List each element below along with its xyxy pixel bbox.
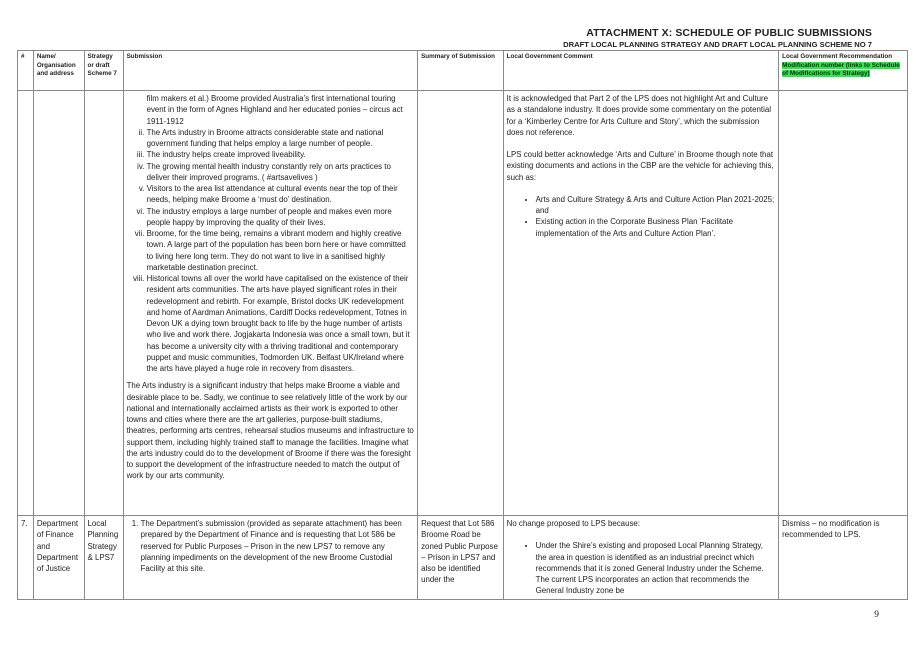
col-header-summary: Summary of Submission xyxy=(418,51,504,91)
cell-number: 7. xyxy=(18,516,34,600)
cell-strategy: Local Planning Strategy & LPS7 xyxy=(84,516,123,600)
modification-number-highlight: Modification number (links to Schedule of Modifications for Strategy) xyxy=(782,61,900,78)
submission-continuation: film makers et al.) Broome provided Australia’s first international touring event in the form of Agnes Highland and her educated ponies – circus act 1911-1912 xyxy=(146,94,403,126)
col-header-lg-comment: Local Government Comment xyxy=(503,51,779,91)
cell-strategy xyxy=(84,91,123,516)
list-item: v. Visitors to the area list attendance at cultural events near the top of their needs, helping make Broome a ‘must do’ destination. xyxy=(147,183,415,206)
document-title: ATTACHMENT X: SCHEDULE OF PUBLIC SUBMISSIONS xyxy=(586,27,872,39)
submission-numbered-list xyxy=(127,518,415,574)
list-item: 1. The Department’s submission (provided as separate attachment) has been prepared by the Department of Finance and is requesting that Lot 586 be reserved for Public Purposes – Prison in the new LPS7 to remove any planning impediments on the development of the new Broome Custodial Facility at this site. xyxy=(141,518,415,574)
page-number: 9 xyxy=(874,610,879,620)
col-header-lg-recommendation xyxy=(779,51,908,91)
cell-submission xyxy=(123,516,418,600)
lg-recommendation-label: Local Government Recommendation xyxy=(782,53,893,60)
list-item: • Under the Shire’s existing and proposed Local Planning Strategy, the area in question is identified as an industrial precinct which recommends that it is zoned General Industry under the Scheme. The current LPS incorporates an action that recommends the General Industry zone be xyxy=(536,540,776,596)
cell-lg-comment xyxy=(503,91,779,516)
cell-name: Department of Finance and Department of Justice xyxy=(33,516,84,600)
table-row xyxy=(18,516,908,600)
col-header-strategy: Strategy or draft Scheme 7 xyxy=(84,51,123,91)
list-item: vi. The industry employs a large number of people and makes even more people happy by improving the quality of their lives. xyxy=(147,206,415,229)
cell-summary xyxy=(418,91,504,516)
cell-lg-recommendation xyxy=(779,91,908,516)
list-item: vii. Broome, for the time being, remains a vibrant modern and highly creative town. A large part of the population has been born here or have committed to living here long term. They do not want to live in a sanitised highly marketable destination precinct. xyxy=(147,228,415,273)
list-item: • Existing action in the Corporate Business Plan ‘Facilitate implementation of the Arts and Culture Action Plan’. xyxy=(536,216,776,239)
cell-submission xyxy=(123,91,418,516)
lg-comment-bullets xyxy=(507,194,776,239)
cell-name xyxy=(33,91,84,516)
list-item: viii. Historical towns all over the world have capitalised on the existence of their resident arts communities. The arts have played significant roles in their redevelopment and rebirth. For example, Bristol docks UK redevelopment and home of Aardman Animations, Cardiff Docks redevelopment, Totnes in Devon UK a dying town brought back to life by the huge number of artists who live and work there. Jogjakarta Indonesia was once a small town, but it has become a university city with a thriving traditional and contemporary puppet and music communities, Todmorden UK. Belfast UK/Ireland where the arts have played a huge role in recovery from disasters. xyxy=(147,273,415,374)
submissions-table xyxy=(17,50,908,600)
table-row xyxy=(18,91,908,516)
list-item: ii. The Arts industry in Broome attracts considerable state and national government funding that helps employ a large number of people. xyxy=(147,127,415,150)
list-item: iv. The growing mental health industry constantly rely on arts practices to deliver their improved programs. ( #artsavelives ) xyxy=(147,161,415,184)
cell-lg-recommendation: Dismiss – no modification is recommended to LPS. xyxy=(779,516,908,600)
cell-number xyxy=(18,91,34,516)
lg-comment-paragraph: It is acknowledged that Part 2 of the LPS does not highlight Art and Culture as a standalone industry. It does provide some commentary on the potential for a ‘Kimberley Centre for Arts Culture and Story’, which the submission does not reference. xyxy=(506,94,771,137)
col-header-number: # xyxy=(18,51,34,91)
list-item: iii. The industry helps create improved liveability. xyxy=(147,149,415,160)
col-header-name: Name/ Organisation and address xyxy=(33,51,84,91)
table-header-row xyxy=(18,51,908,91)
col-header-submission: Submission xyxy=(123,51,418,91)
lg-comment-paragraph: No change proposed to LPS because: xyxy=(506,519,640,528)
list-item: • Arts and Culture Strategy & Arts and Culture Action Plan 2021-2025; and xyxy=(536,194,776,217)
submission-points-list xyxy=(127,127,415,375)
lg-comment-bullets xyxy=(507,540,776,596)
document-subtitle: DRAFT LOCAL PLANNING STRATEGY AND DRAFT LOCAL PLANNING SCHEME NO 7 xyxy=(563,40,872,49)
submission-paragraph: The Arts industry is a significant industry that helps make Broome a viable and desirable place to be. Sadly, we continue to see relatively little of the work by our national and internationally acclaimed artists as their work is exported to other towns and cities where there are the art galleries, purpose-built stadiums, theatres, performing arts centres, rehearsal studios museums and infrastructure to support them, including highly trained staff to manage the facilities. Imagine what the arts industry could do to the development of Broome if there was the foresight to support the development of the infrastructure needed to match the output of work by our arts community. xyxy=(126,381,414,481)
lg-comment-paragraph: LPS could better acknowledge ‘Arts and Culture’ in Broome though note that existing documents and actions in the CBP are the vehicle for achieving this, such as: xyxy=(506,150,774,182)
cell-summary: Request that Lot 586 Broome Road be zoned Public Purpose – Prison in LPS7 and also be identified under the xyxy=(418,516,504,600)
cell-lg-comment xyxy=(503,516,779,600)
